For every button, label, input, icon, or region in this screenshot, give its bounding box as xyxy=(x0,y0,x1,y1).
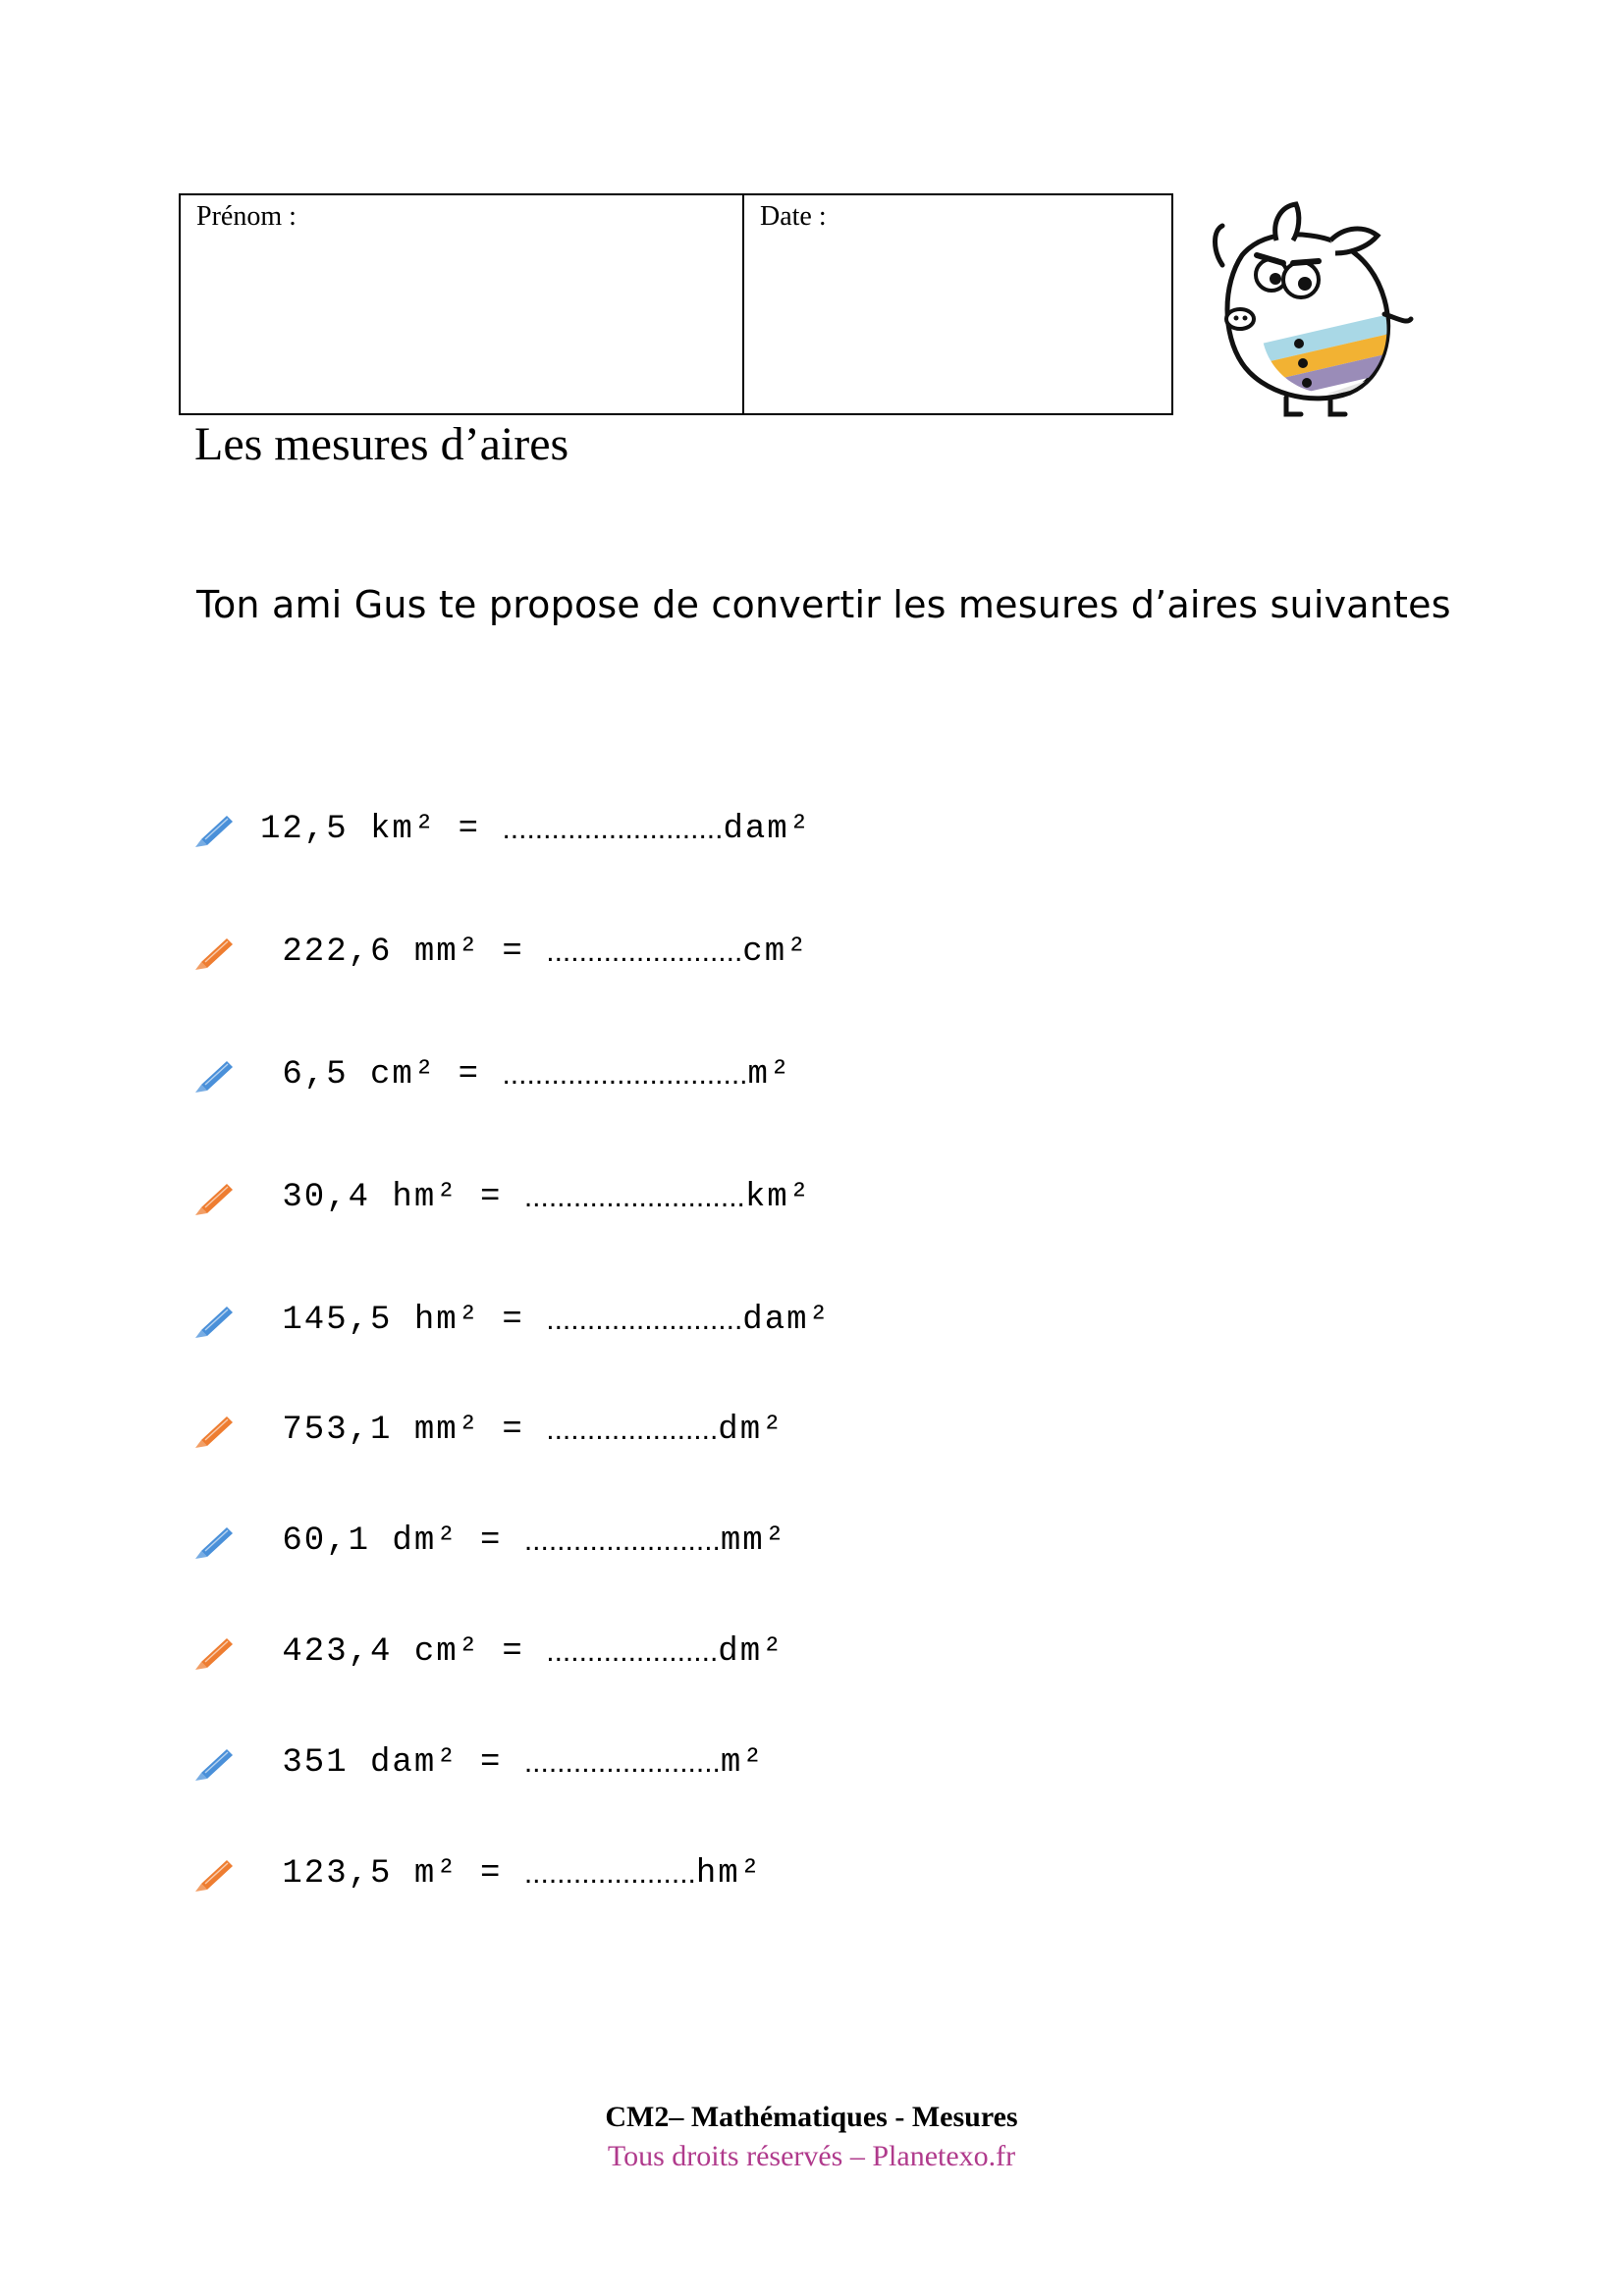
pencil-icon xyxy=(191,1854,237,1894)
exercise-row xyxy=(191,1628,784,1677)
first-name-field[interactable] xyxy=(181,195,744,413)
pencil-icon xyxy=(191,1178,237,1217)
exercise-expression: 123,5 m² = xyxy=(260,1855,524,1893)
target-unit: cm² xyxy=(742,934,809,971)
pencil-icon xyxy=(191,1522,237,1561)
exercise-expression: 423,4 cm² = xyxy=(260,1633,547,1671)
answer-blank[interactable]: ........................... xyxy=(523,1181,745,1213)
answer-blank[interactable]: ..................... xyxy=(546,1414,719,1446)
exercise-row xyxy=(191,1296,831,1345)
gus-mascot-illustration xyxy=(1203,196,1414,417)
target-unit: dam² xyxy=(723,811,812,848)
target-unit: m² xyxy=(720,1744,765,1782)
target-unit: dm² xyxy=(718,1633,784,1671)
pencil-icon xyxy=(191,1411,237,1450)
exercise-row xyxy=(191,1849,762,1898)
footer-copyright: Tous droits réservés – Planetexo.fr xyxy=(607,2140,1016,2172)
exercise-row xyxy=(191,1050,791,1099)
pencil-icon xyxy=(191,1055,237,1095)
answer-blank[interactable]: .............................. xyxy=(502,1058,748,1091)
pencil-icon xyxy=(191,1301,237,1340)
first-name-label: Prénom : xyxy=(196,201,297,232)
exercise-expression: 222,6 mm² = xyxy=(260,934,547,971)
target-unit: mm² xyxy=(720,1522,787,1560)
exercise-row xyxy=(191,1173,811,1222)
exercise-expression: 12,5 km² = xyxy=(260,811,503,848)
answer-blank[interactable]: ........................ xyxy=(523,1524,721,1557)
date-label: Date : xyxy=(760,201,827,232)
pencil-icon xyxy=(191,810,237,849)
target-unit: dam² xyxy=(742,1302,831,1339)
target-unit: m² xyxy=(747,1056,792,1094)
exercise-row xyxy=(191,805,811,854)
exercise-expression: 30,4 hm² = xyxy=(260,1179,524,1216)
exercise-row xyxy=(191,1406,784,1455)
answer-blank[interactable]: ..................... xyxy=(546,1635,719,1668)
pencil-icon xyxy=(191,933,237,972)
answer-blank[interactable]: ........................ xyxy=(523,1746,721,1779)
answer-blank[interactable]: ..................... xyxy=(523,1857,696,1890)
answer-blank[interactable]: ........................ xyxy=(546,935,743,968)
target-unit: km² xyxy=(744,1179,812,1216)
target-unit: dm² xyxy=(718,1412,784,1449)
exercise-expression: 753,1 mm² = xyxy=(260,1412,547,1449)
pencil-icon xyxy=(191,1632,237,1672)
exercise-row xyxy=(191,1738,765,1788)
page-title: Les mesures d’aires xyxy=(194,418,569,470)
exercise-expression: 351 dam² = xyxy=(260,1744,524,1782)
date-field[interactable] xyxy=(744,195,1171,413)
answer-blank[interactable]: ........................ xyxy=(546,1304,743,1336)
answer-blank[interactable]: ........................... xyxy=(502,813,724,845)
exercise-expression: 6,5 cm² = xyxy=(260,1056,503,1094)
exercise-row xyxy=(191,1517,786,1566)
exercise-row xyxy=(191,928,809,977)
instruction-text: Ton ami Gus te propose de convertir les mesures d’aires suivantes xyxy=(196,583,1451,626)
target-unit: hm² xyxy=(695,1855,763,1893)
footer-subject: CM2– Mathématiques - Mesures xyxy=(605,2101,1018,2133)
student-info-table xyxy=(179,193,1173,415)
pencil-icon xyxy=(191,1743,237,1783)
exercise-expression: 60,1 dm² = xyxy=(260,1522,524,1560)
exercise-expression: 145,5 hm² = xyxy=(260,1302,547,1339)
